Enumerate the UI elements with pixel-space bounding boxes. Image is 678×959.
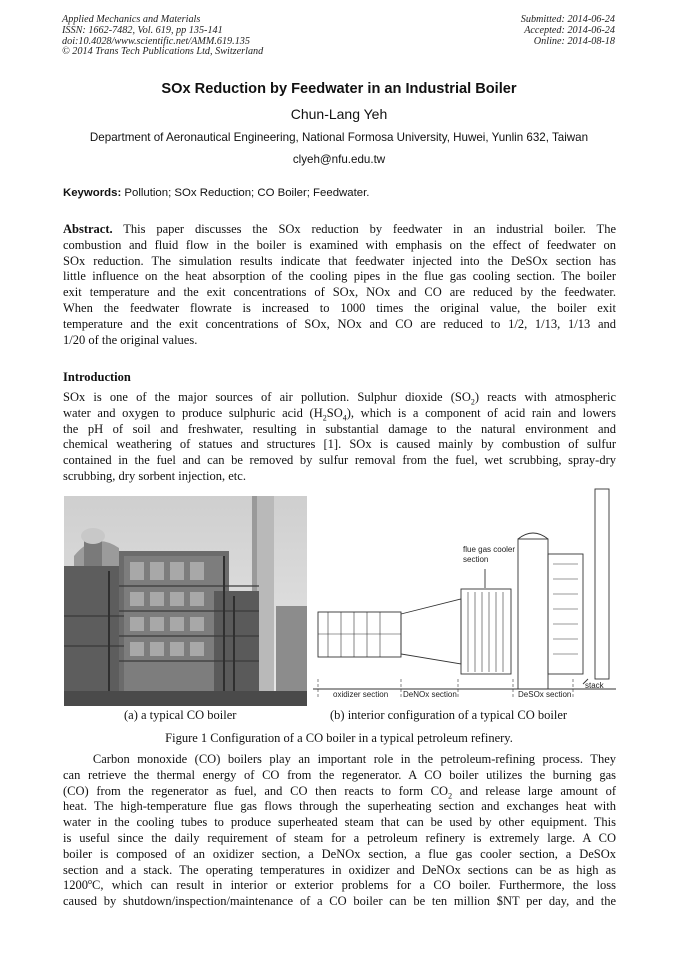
journal-name: Applied Mechanics and Materials bbox=[62, 14, 201, 25]
keywords-label: Keywords: bbox=[63, 187, 122, 199]
subcaption-a: (a) a typical CO boiler bbox=[124, 708, 237, 722]
co-boiler-schematic bbox=[313, 484, 616, 706]
abstract-label: Abstract. bbox=[63, 222, 113, 236]
abstract-line: When the feedwater flowrate is increased to 1000 times the original value, the boiler exit bbox=[63, 300, 616, 315]
body-line: section and a stack. The operating temperatures in oxidizer and DeNOx sections can be as high as bbox=[63, 862, 616, 877]
keywords bbox=[63, 187, 369, 199]
online-date: Online: 2014-08-18 bbox=[533, 35, 615, 47]
label-desox-section: DeSOx section bbox=[518, 690, 572, 699]
affiliation: Department of Aeronautical Engineering, National Formosa University, Huwei, Yunlin 632, Taiwan bbox=[89, 131, 589, 144]
intro-line: contained in the fuel and can be removed by sulfur removal from the fuel, wet scrubbing, spray-dry bbox=[63, 453, 616, 468]
abstract-line: exit temperature and the exit concentrations of SOx, NOx and CO are reduced by the feedwater. bbox=[63, 285, 616, 300]
intro-line: the pH of soil and freshwater, resulting in substantial damage to the natural environment and bbox=[63, 421, 616, 436]
body-line: heat. The high-temperature flue gas flows through the superheating section and exchanges heat with bbox=[63, 799, 616, 814]
label-flue-gas-cooler: flue gas cooler bbox=[463, 545, 516, 554]
body-paragraph bbox=[63, 752, 616, 910]
body-line: (CO) from the regenerator as fuel, and CO then reacts to form $CO_2$ and release large amount of bbox=[63, 783, 616, 801]
doi[interactable]: doi:10.4028/www.scientific.net/AMM.619.135 bbox=[62, 35, 250, 47]
accepted-date: Accepted: 2014-06-24 bbox=[524, 24, 615, 36]
keywords-text: Pollution; SOx Reduction; CO Boiler; Feedwater. bbox=[121, 187, 370, 199]
body-line: Carbon monoxide (CO) boilers play an important role in the petroleum-refining process. They bbox=[63, 752, 616, 766]
subcaption-b: (b) interior configuration of a typical CO boiler bbox=[330, 708, 568, 722]
intro-line: SOx is one of the major sources of air pollution. Sulphur dioxide $(SO_2)$ reacts with atmospheric bbox=[63, 390, 616, 407]
issn: ISSN: 1662-7482, Vol. 619, pp 135-141 bbox=[62, 24, 223, 36]
copyright: © 2014 Trans Tech Publications Ltd, Switzerland bbox=[62, 46, 264, 58]
email[interactable]: clyeh@nfu.edu.tw bbox=[292, 153, 386, 166]
label-flue-gas-cooler-section: section bbox=[463, 555, 489, 564]
body-line: 1200$^o$C, which can result in interior or exterior problems for a CO boiler. Furthermore, the loss bbox=[63, 877, 616, 893]
paper-title: SOx Reduction by Feedwater in an Industrial Boiler bbox=[161, 81, 517, 97]
abstract bbox=[63, 222, 616, 348]
co-boiler-photo-illustration bbox=[64, 496, 307, 706]
body-line: boiler is composed of an oxidizer section, a DeNOx section, a flue gas cooler section, a DeSOx bbox=[63, 846, 616, 861]
intro-paragraph bbox=[63, 390, 616, 485]
abstract-line: Abstract. This paper discusses the SOx reduction by feedwater in an industrial boiler. The bbox=[63, 222, 616, 236]
submitted-date: Submitted: 2014-06-24 bbox=[520, 14, 615, 25]
dates-info bbox=[521, 15, 615, 47]
section-heading-introduction: Introduction bbox=[63, 370, 131, 384]
label-stack: stack bbox=[585, 681, 604, 690]
label-denox-section: DeNOx section bbox=[403, 690, 457, 699]
intro-line: water and oxygen to produce sulphuric acid $(H_2SO_4)$, which is a component of acid rain and lowers bbox=[63, 405, 616, 423]
author: Chun-Lang Yeh bbox=[290, 106, 388, 122]
abstract-line: combustion and fluid flow in the boiler is examined with emphasis on the effect of feedwater on bbox=[63, 237, 616, 252]
figure-caption: Figure 1 Configuration of a CO boiler in a typical petroleum refinery. bbox=[165, 731, 513, 745]
body-line: is useful since the daily requirement of steam for a petroleum refinery is extremely large. A CO bbox=[63, 830, 616, 845]
abstract-line: little influence on the heat absorption of the cooling pipes in the flue gas cooling section. The boiler bbox=[63, 269, 616, 284]
body-line: caused by shutdown/inspection/maintenance of a CO boiler can be ten million $NT per day, and the bbox=[63, 894, 616, 909]
abstract-line: SOx reduction. The simulation results indicate that feedwater injected into the DeSOx section has bbox=[63, 253, 616, 268]
intro-line: scrubbing, dry sorbent injection, etc. bbox=[63, 468, 246, 483]
abstract-line: temperature and the exit concentrations of SOx, NOx and CO are reduced to 1/2, 1/13, 1/13 and bbox=[63, 316, 616, 331]
body-line: water in the cooling tubes to produce superheated steam that can be used by other equipment. This bbox=[63, 815, 616, 830]
label-oxidizer-section: oxidizer section bbox=[333, 690, 389, 699]
journal-info bbox=[62, 15, 263, 58]
intro-line: chemical weathering of statues and structures [1]. SOx is caused mainly by combustion of sulfur bbox=[63, 437, 616, 452]
abstract-line: 1/20 of the original values. bbox=[63, 332, 198, 347]
co-boiler-photo bbox=[64, 496, 307, 706]
co-boiler-interior-diagram bbox=[313, 484, 616, 706]
body-line: can retrieve the thermal energy of CO from the regenerator. A CO boiler utilizes the burning gas bbox=[63, 767, 616, 782]
